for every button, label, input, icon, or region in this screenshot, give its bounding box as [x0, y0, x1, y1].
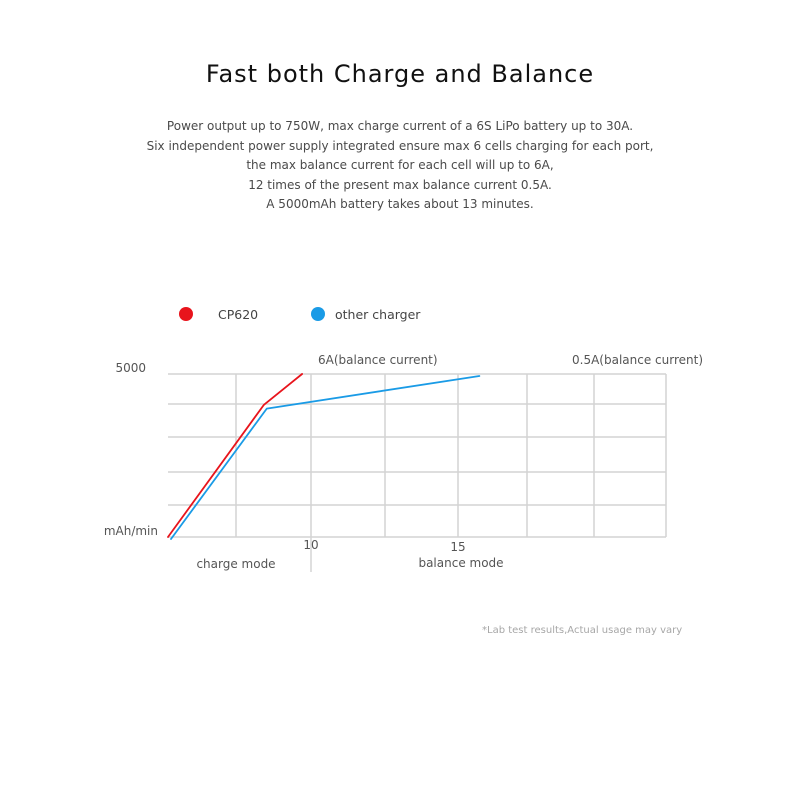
- intro-line: Six independent power supply integrated ensure max 6 cells charging for each port,: [146, 138, 654, 153]
- mode-label-balance: balance mode: [418, 556, 504, 570]
- intro-line: the max balance current for each cell will up to 6A,: [246, 158, 554, 172]
- intro-line: Power output up to 750W, max charge current of a 6S LiPo battery up to 30A.: [166, 119, 634, 133]
- legend-dot-blue: [311, 307, 325, 321]
- x-tick-label: 15: [450, 540, 466, 554]
- series-line-cp620: [168, 374, 302, 537]
- intro-line: A 5000mAh battery takes about 13 minutes.: [266, 197, 534, 211]
- annotation-other-charger: 0.5A(balance current): [572, 353, 704, 367]
- x-tick-label: 10: [303, 538, 319, 552]
- y-axis-unit-label: mAh/min: [103, 524, 158, 538]
- legend-label: other charger: [335, 307, 421, 322]
- mode-label-charge: charge mode: [196, 557, 276, 571]
- intro-line: 12 times of the present max balance current 0.5A.: [248, 177, 552, 192]
- footnote: *Lab test results,Actual usage may vary: [482, 625, 683, 636]
- page-title: Fast both Charge and Balance: [205, 60, 595, 88]
- y-axis-top-label: 5000: [115, 361, 146, 375]
- series-line-other-charger: [171, 376, 479, 539]
- annotation-cp620: 6A(balance current): [318, 353, 438, 367]
- legend-label: CP620: [218, 307, 259, 322]
- intro-text: [0, 117, 800, 215]
- charge-chart: [90, 340, 710, 580]
- legend-dot-red: [179, 307, 193, 321]
